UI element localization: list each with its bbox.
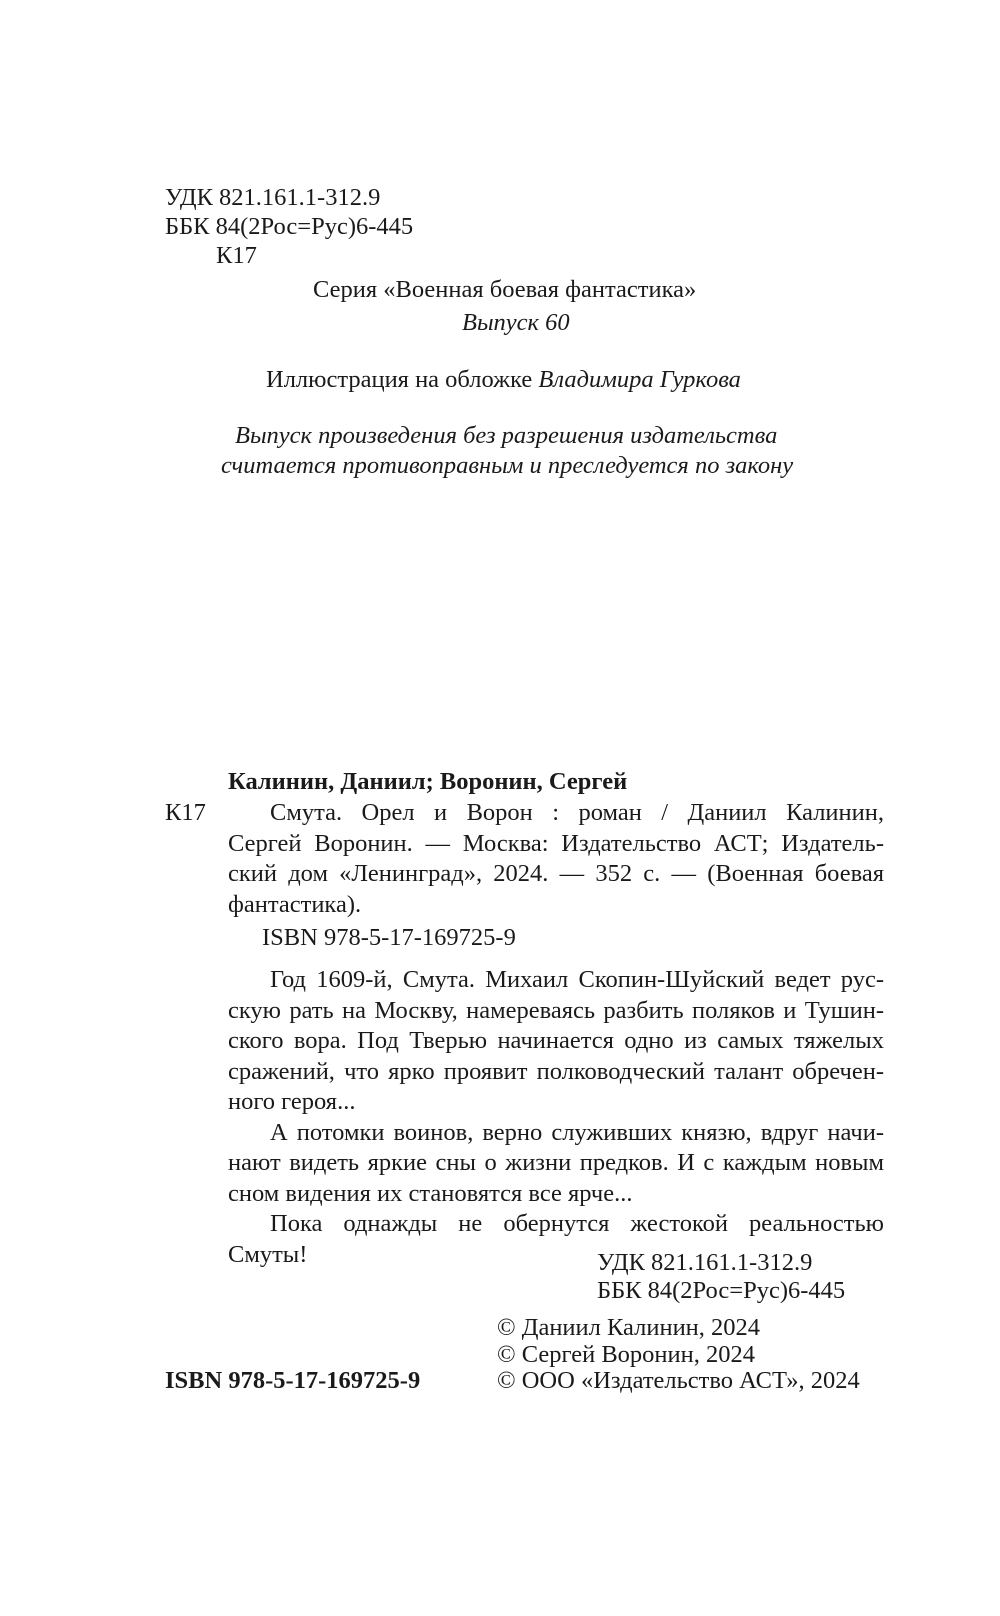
bibliographic-line: фантастика).	[228, 890, 362, 918]
annotation-line: сном видения их становятся все ярче...	[228, 1179, 633, 1207]
bibliographic-description	[228, 798, 884, 920]
illustration-artist: Владимира Гуркова	[538, 366, 741, 393]
annotation-line: Смуты!	[228, 1240, 308, 1268]
legal-notice-line: Выпуск произведения без разрешения издательства	[235, 422, 778, 449]
copyright-line: © Сергей Воронин, 2024	[497, 1341, 756, 1368]
catalog-mark: К17	[165, 799, 206, 826]
bibliographic-line: ский дом «Ленинград», 2024. — 352 с. — (Военная боевая	[228, 860, 884, 887]
catalog-bbk: ББК 84(2Рос=Рус)6-445	[597, 1277, 846, 1304]
author-mark: К17	[216, 242, 257, 269]
annotation-line: сражений, что ярко проявит полководческий талант обречен-	[228, 1057, 884, 1085]
series-line: Серия «Военная боевая фантастика»	[313, 276, 697, 303]
annotation-line: ского вора. Под Тверью начинается одно из самых тяжелых	[228, 1027, 884, 1054]
illustration-credit	[266, 365, 741, 395]
legal-notice-line: считается противоправным и преследуется по закону	[221, 452, 794, 479]
annotation-line: А потомки воинов, верно служивших князю, вдруг начи-	[270, 1118, 884, 1146]
annotation-line: Год 1609-й, Смута. Михаил Скопин-Шуйский ведет рус-	[270, 966, 884, 993]
bibliographic-line: Смута. Орел и Ворон : роман / Даниил Калинин,	[270, 799, 884, 826]
footer-isbn: ISBN 978-5-17-169725-9	[165, 1367, 421, 1394]
catalog-authors: Калинин, Даниил; Воронин, Сергей	[228, 768, 628, 795]
catalog-isbn: ISBN 978-5-17-169725-9	[262, 924, 516, 951]
annotation-line: ного героя...	[228, 1088, 356, 1115]
udk-code: УДК 821.161.1-312.9	[165, 184, 381, 211]
copyright-line: © Даниил Калинин, 2024	[497, 1314, 761, 1341]
annotation-line: Пока однажды не обернутся жестокой реальностью	[270, 1210, 884, 1237]
annotation-line: нают видеть яркие сны о жизни предков. И с каждым новым	[228, 1149, 884, 1176]
bbk-code: ББК 84(2Рос=Рус)6-445	[165, 213, 414, 240]
series-issue: Выпуск 60	[462, 309, 570, 336]
annotation-line: скую рать на Москву, намереваясь разбить поляков и Тушин-	[228, 996, 884, 1024]
copyright-line: © ООО «Издательство АСТ», 2024	[497, 1367, 860, 1394]
bibliographic-line: Сергей Воронин. — Москва: Издательство АСТ; Издатель-	[228, 829, 884, 857]
annotation	[228, 965, 884, 1270]
catalog-udk: УДК 821.161.1-312.9	[597, 1249, 813, 1276]
illustration-prefix: Иллюстрация на обложке	[266, 366, 533, 393]
